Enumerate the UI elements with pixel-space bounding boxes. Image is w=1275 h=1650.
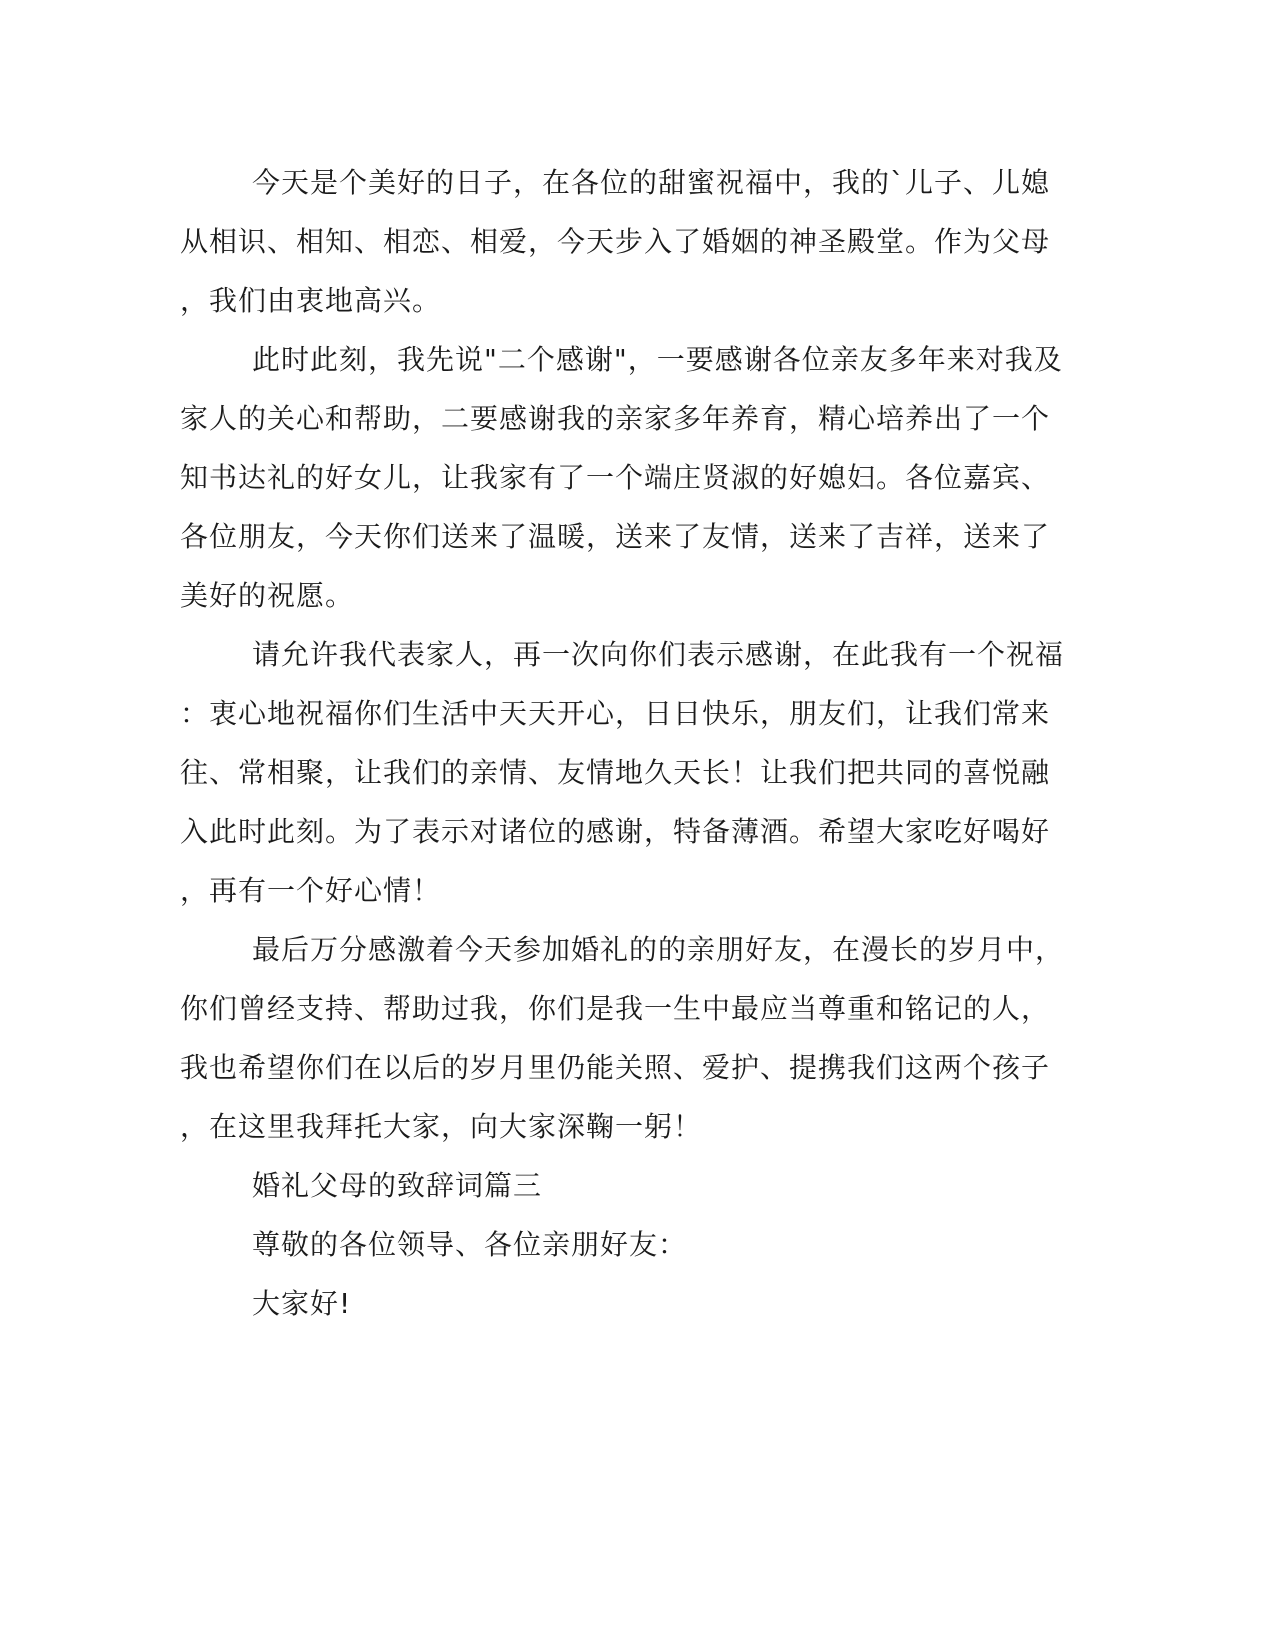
paragraph-line: 此时此刻，我先说"二个感谢"，一要感谢各位亲友多年来对我及 — [252, 343, 1063, 376]
paragraph-line: 各位朋友，今天你们送来了温暖，送来了友情，送来了吉祥，送来了 — [180, 520, 1051, 553]
section-heading: 婚礼父母的致辞词篇三 — [252, 1169, 543, 1202]
greeting: 大家好! — [252, 1287, 352, 1320]
paragraph-line: ，我们由衷地高兴。 — [180, 284, 442, 317]
salutation: 尊敬的各位领导、各位亲朋好友： — [252, 1228, 688, 1261]
paragraph-line: 今天是个美好的日子，在各位的甜蜜祝福中，我的`儿子、儿媳 — [252, 166, 1051, 199]
document-body — [180, 153, 1065, 1333]
paragraph-line: 美好的祝愿。 — [180, 579, 355, 612]
paragraph-line: 最后万分感激着今天参加婚礼的的亲朋好友，在漫长的岁月中， — [252, 933, 1065, 966]
paragraph-line: ：衷心地祝福你们生活中天天开心，日日快乐，朋友们，让我们常来 — [180, 697, 1051, 730]
paragraph-line: 入此时此刻。为了表示对诸位的感谢，特备薄酒。希望大家吃好喝好 — [180, 815, 1051, 848]
paragraph-line: 家人的关心和帮助，二要感谢我的亲家多年养育，精心培养出了一个 — [180, 402, 1051, 435]
paragraph-line: ，再有一个好心情！ — [180, 874, 442, 907]
paragraph-line: 从相识、相知、相恋、相爱，今天步入了婚姻的神圣殿堂。作为父母 — [180, 225, 1051, 258]
paragraph-line: 你们曾经支持、帮助过我，你们是我一生中最应当尊重和铭记的人， — [180, 992, 1051, 1025]
paragraph-line: ，在这里我拜托大家，向大家深鞠一躬！ — [180, 1110, 703, 1143]
paragraph-line: 往、常相聚，让我们的亲情、友情地久天长！让我们把共同的喜悦融 — [180, 756, 1051, 789]
paragraph-line: 我也希望你们在以后的岁月里仍能关照、爱护、提携我们这两个孩子 — [180, 1051, 1051, 1084]
paragraph-line: 请允许我代表家人，再一次向你们表示感谢，在此我有一个祝福 — [252, 638, 1065, 671]
paragraph-line: 知书达礼的好女儿，让我家有了一个端庄贤淑的好媳妇。各位嘉宾、 — [180, 461, 1051, 494]
